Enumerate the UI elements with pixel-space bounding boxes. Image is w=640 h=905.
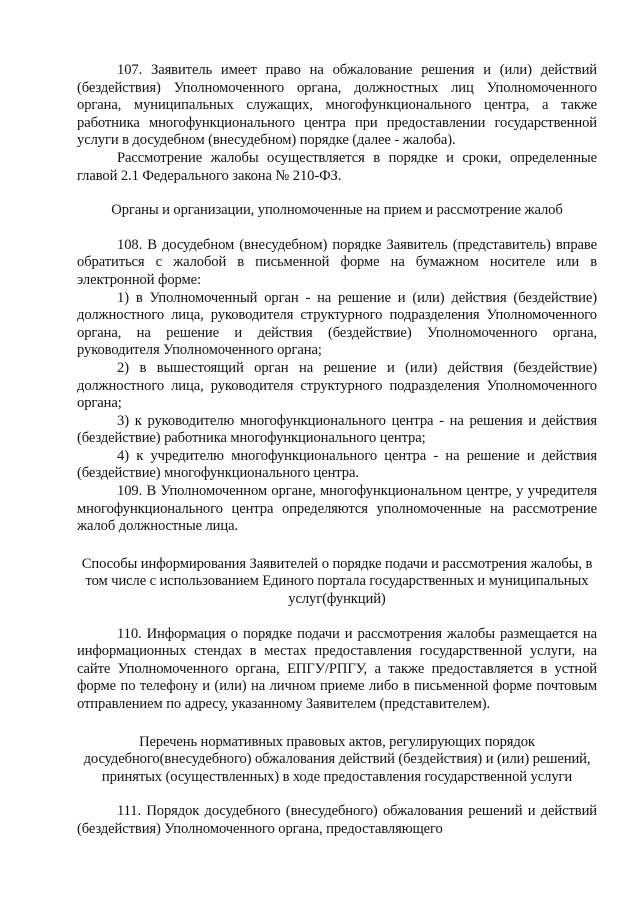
paragraph-107: 107. Заявитель имеет право на обжалование решения и (или) действий (бездействия) Уполномоченного органа, должностных лиц Уполномоченного органа, муниципальных служащих, многофункционального центра, а также работника многофункционального центра при предоставлении государственной услуги в досудебном (внесудебном) порядке (далее - жалоба). bbox=[77, 62, 597, 149]
paragraph-108-item-4: 4) к учредителю многофункционального центра - на решение и действия (бездействие) многофункционального центра. bbox=[77, 447, 597, 482]
paragraph-111: 111. Порядок досудебного (внесудебного) обжалования решений и действий (бездействия) Уполномоченного органа, предоставляющего bbox=[77, 803, 597, 837]
paragraph-108-item-2: 2) в вышестоящий орган на решение и (или) действия (бездействие) должностного лица, руководителя структурного подразделения Уполномоченного органа; bbox=[77, 359, 597, 412]
heading-informing-methods: Способы информирования Заявителей о порядке подачи и рассмотрения жалобы, в том числе с использованием Единого портала государственных и муниципальных услуг(функций) bbox=[81, 555, 593, 608]
paragraph-108-item-3: 3) к руководителю многофункционального центра - на решения и действия (бездействие) работника многофункционального центра; bbox=[77, 412, 597, 447]
paragraph-107-review: Рассмотрение жалобы осуществляется в порядке и сроки, определенные главой 2.1 Федерального закона № 210-ФЗ. bbox=[77, 149, 597, 184]
paragraph-108-item-1: 1) в Уполномоченный орган - на решение и (или) действия (бездействие) должностного лица, руководителя структурного подразделения Уполномоченного органа, на решение и действия (бездействие) Уполномоченного органа, руководителя Уполномоченного органа; bbox=[77, 289, 597, 359]
document-page bbox=[77, 62, 597, 839]
paragraph-108: 108. В досудебном (внесудебном) порядке Заявитель (представитель) вправе обратиться с жалобой в письменной форме на бумажном носителе или в электронной форме: bbox=[77, 236, 597, 288]
paragraph-110: 110. Информация о порядке подачи и рассмотрения жалобы размещается на информационных стендах в местах предоставления государственной услуги, на сайте Уполномоченного органа, ЕПГУ/РПГУ, а также предоставляется в устной форме по телефону и (или) на личном приеме либо в письменной форме почтовым отправлением по адресу, указанному Заявителем (представителем). bbox=[77, 625, 597, 712]
heading-complaint-bodies: Органы и организации, уполномоченные на прием и рассмотрение жалоб bbox=[111, 202, 563, 219]
paragraph-109: 109. В Уполномоченном органе, многофункциональном центре, у учредителя многофункционального центра определяются уполномоченные на рассмотрение жалоб должностные лица. bbox=[77, 483, 597, 535]
heading-legal-acts: Перечень нормативных правовых актов, регулирующих порядок досудебного(внесудебного) обжалования действий (бездействия) и (или) решений, принятых (осуществленных) в ходе предоставления государственной услуги bbox=[83, 733, 591, 785]
